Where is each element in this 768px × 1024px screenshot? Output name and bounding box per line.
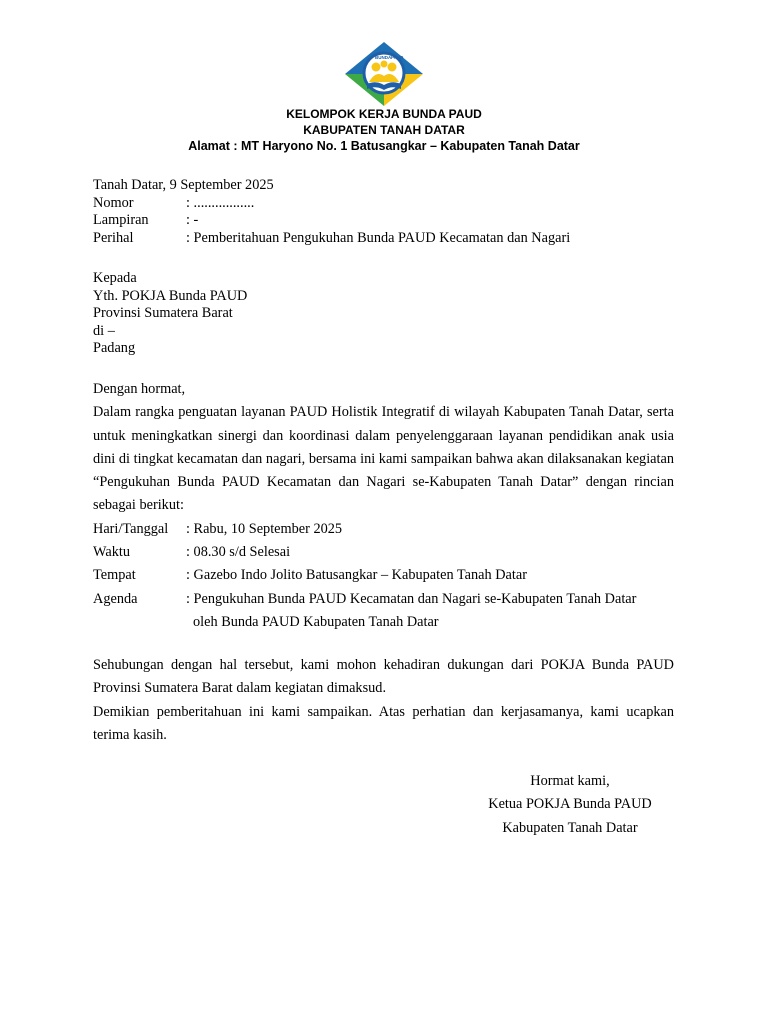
- detail-value: : Rabu, 10 September 2025: [186, 520, 343, 537]
- logo-figure-right-head: [388, 63, 397, 72]
- detail-key: Waktu: [93, 544, 130, 561]
- letter-body: [93, 378, 674, 634]
- letter-meta: [93, 177, 674, 247]
- meta-value: : -: [186, 212, 199, 229]
- recipient-line: Provinsi Sumatera Barat: [93, 305, 233, 322]
- recipient-block: [93, 270, 674, 358]
- signature-line: Hormat kami,: [530, 773, 610, 789]
- meta-key: Nomor: [93, 194, 134, 211]
- closing-block: [93, 654, 674, 747]
- recipient-line: Yth. POKJA Bunda PAUD: [93, 287, 248, 304]
- detail-key: Agenda: [93, 590, 138, 607]
- meta-row: [93, 230, 674, 248]
- logo-figure-left-head: [372, 63, 381, 72]
- closing-paragraph: Sehubungan dengan hal tersebut, kami mohon kehadiran dukungan dari POKJA Bunda PAUD Provinsi Sumatera Barat dalam kegiatan dimaksud.: [93, 657, 674, 697]
- signature-block: [450, 770, 690, 840]
- org-region: KABUPATEN TANAH DATAR: [303, 123, 465, 137]
- meta-key: Perihal: [93, 229, 134, 246]
- detail-row: [93, 564, 674, 587]
- detail-row: [93, 611, 674, 634]
- meta-value: : Pemberitahuan Pengukuhan Bunda PAUD Kecamatan dan Nagari: [186, 229, 571, 246]
- recipient-line: Padang: [93, 340, 136, 357]
- meta-value: : .................: [186, 194, 255, 211]
- org-address: Alamat : MT Haryono No. 1 Batusangkar – Kabupaten Tanah Datar: [188, 139, 580, 153]
- detail-value: : Gazebo Indo Jolito Batusangkar – Kabupaten Tanah Datar: [186, 567, 527, 584]
- detail-value: : Pengukuhan Bunda PAUD Kecamatan dan Nagari se-Kabupaten Tanah Datar: [186, 590, 637, 607]
- place-date: Tanah Datar, 9 September 2025: [93, 177, 274, 193]
- bunda-paud-logo: [343, 40, 425, 108]
- detail-row: [93, 541, 674, 564]
- letterhead: [0, 106, 768, 154]
- detail-key: Tempat: [93, 567, 136, 584]
- meta-row: [93, 212, 674, 230]
- signature-line: Ketua POKJA Bunda PAUD: [488, 796, 652, 813]
- intro-paragraph: Dalam rangka penguatan layanan PAUD Holistik Integratif di wilayah Kabupaten Tanah Datar, serta untuk meningkatkan sinergi dan koordinasi dalam penyelenggaraan layanan pendidikan anak usia dini di tingkat kecamatan dan nagari, bersama ini kami sampaikan bahwa akan dilaksanakan kegiatan “Pengukuhan Bunda PAUD Kecamatan dan Nagari se-Kabupaten Tanah Datar” dengan rincian sebagai berikut:: [93, 404, 674, 514]
- recipient-line: di –: [93, 322, 115, 339]
- greeting: Dengan hormat,: [93, 381, 186, 397]
- closing-paragraph: Demikian pemberitahuan ini kami sampaikan. Atas perhatian dan kerjasamanya, kami ucapkan terima kasih.: [93, 703, 674, 743]
- agenda-continuation: oleh Bunda PAUD Kabupaten Tanah Datar: [193, 613, 439, 630]
- detail-row: [93, 588, 674, 611]
- org-name: KELOMPOK KERJA BUNDA PAUD: [286, 107, 482, 121]
- signature-line: Kabupaten Tanah Datar: [502, 819, 638, 836]
- detail-key: Hari/Tanggal: [93, 520, 169, 537]
- detail-value: : 08.30 s/d Selesai: [186, 544, 291, 561]
- meta-key: Lampiran: [93, 212, 149, 229]
- detail-row: [93, 518, 674, 541]
- recipient-line: Kepada: [93, 270, 137, 286]
- logo-text-side: PAUD: [391, 55, 404, 60]
- logo-figure-center-head: [381, 61, 388, 68]
- meta-row: [93, 195, 674, 213]
- logo-text-top: BUNDA: [375, 55, 392, 60]
